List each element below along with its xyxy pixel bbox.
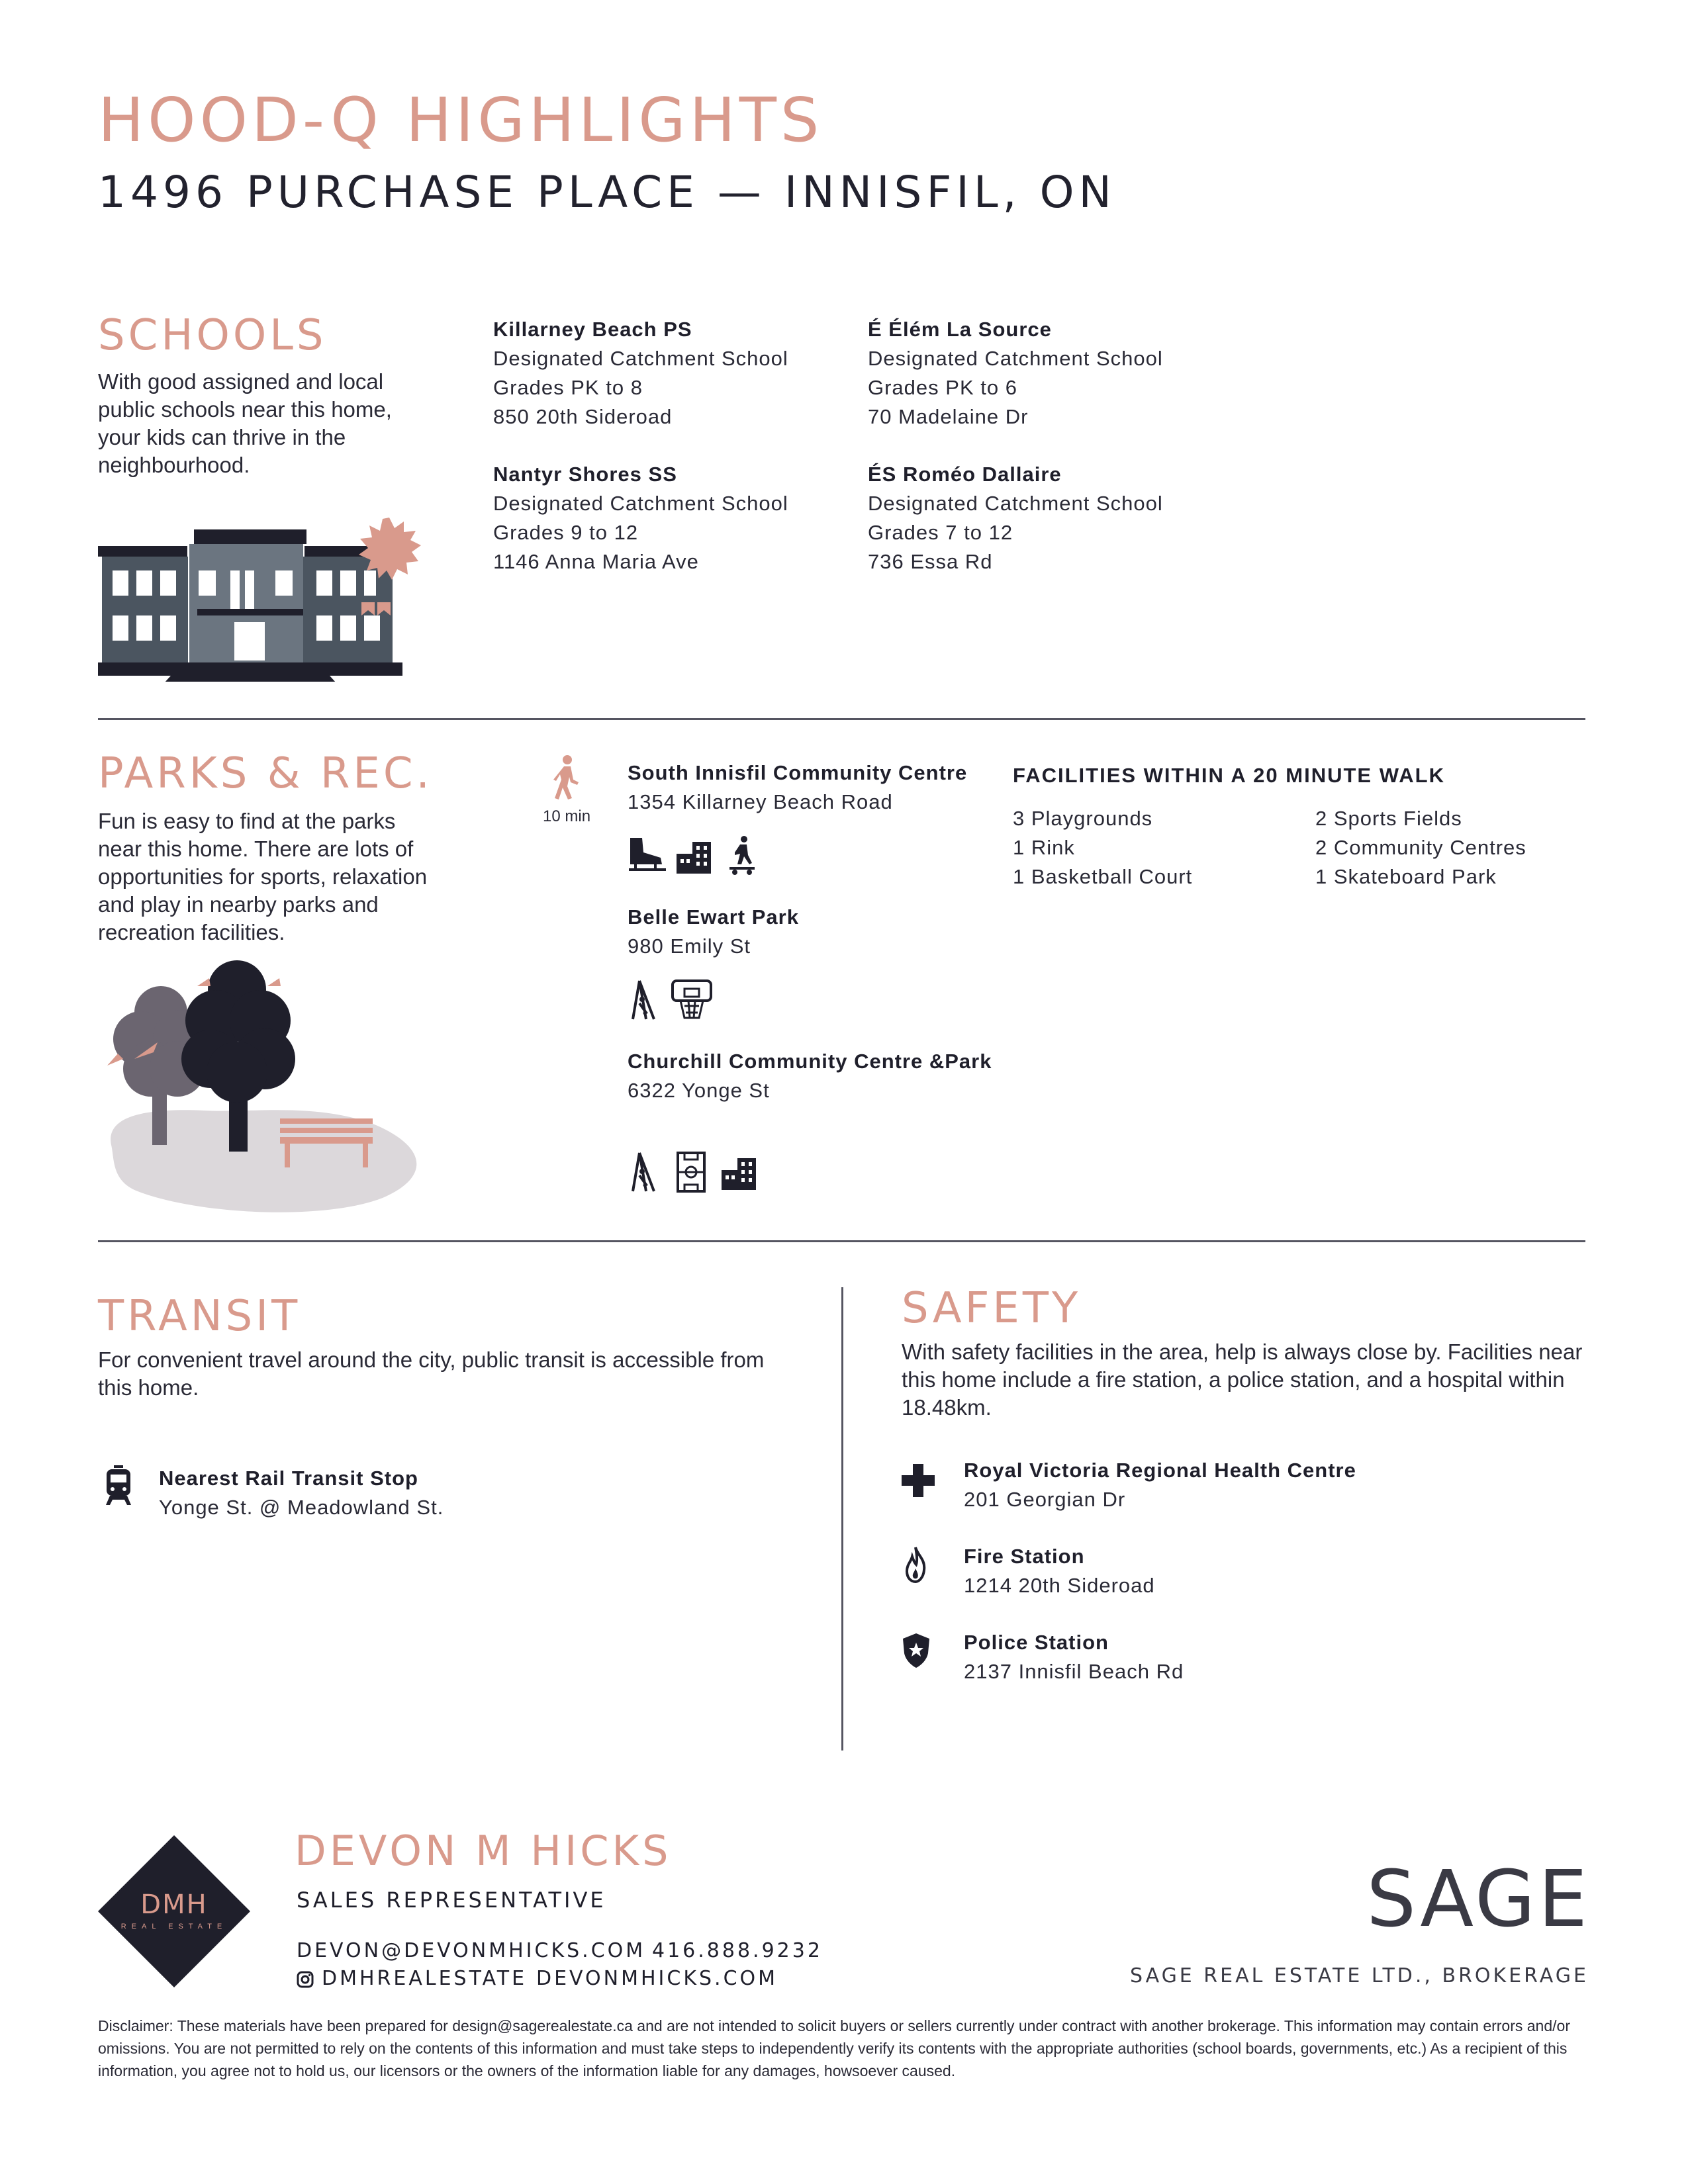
school-address: 736 Essa Rd (868, 550, 993, 573)
facility-item: 2 Community Centres (1315, 836, 1526, 859)
park-name: Belle Ewart Park (628, 905, 799, 929)
agent-role: SALES REPRESENTATIVE (297, 1888, 606, 1913)
hospital-cross-icon (902, 1464, 935, 1497)
school-item (868, 460, 1212, 576)
safety-name: Fire Station (964, 1545, 1085, 1568)
school-item (868, 315, 1212, 432)
school-type: Designated Catchment School (868, 492, 1163, 515)
safety-item (964, 1542, 1155, 1600)
school-address: 70 Madelaine Dr (868, 405, 1029, 428)
safety-name: Royal Victoria Regional Health Centre (964, 1459, 1356, 1482)
basketball-icon (670, 979, 714, 1021)
community-centre-icon (675, 839, 715, 875)
school-item (493, 460, 837, 576)
park-address: 1354 Killarney Beach Road (628, 790, 893, 813)
disclaimer: Disclaimer: These materials have been prepared for design@sagerealestate.ca and are not intended to solicit buyers or sellers currently under contract with another brokerage. This information may contain errors and/or omissions. You are not permitted to rely on the contents of this information and must take steps to independently verify its contents with the appropriate authorities (school boards, governments, etc.) As a recipient of this information, you agree not to hold us, our licensors or the owners of the information liable for any damages, howsoever caused. (98, 2017, 1570, 2079)
walk-time: 10 min (543, 807, 591, 825)
school-grades: Grades 9 to 12 (493, 521, 639, 544)
school-grades: Grades 7 to 12 (868, 521, 1013, 544)
section-divider (98, 718, 1585, 720)
agent-logo-subtext: REAL ESTATE (120, 1923, 228, 1931)
agent-logo-text: DMH (140, 1889, 208, 1920)
schools-description: With good assigned and local public schools near this home, your kids can thrive in the neighbourhood. (98, 369, 392, 477)
facility-item: 1 Rink (1013, 836, 1075, 859)
agent-email[interactable]: DEVON@DEVONMHICKS.COM (297, 1939, 646, 1962)
school-name: Killarney Beach PS (493, 318, 692, 341)
school-name: Nantyr Shores SS (493, 463, 677, 486)
school-grades: Grades PK to 8 (493, 376, 643, 399)
school-name: É Élém La Source (868, 318, 1052, 341)
school-building-icon (98, 510, 429, 682)
walking-person-icon (549, 754, 583, 801)
park-name: Churchill Community Centre &Park (628, 1050, 992, 1073)
park-trees-icon (98, 960, 429, 1218)
transit-title: TRANSIT (98, 1292, 301, 1341)
park-place (628, 1047, 998, 1105)
facilities-title: FACILITIES WITHIN A 20 MINUTE WALK (1013, 764, 1445, 787)
school-type: Designated Catchment School (493, 347, 788, 370)
page-address: 1496 PURCHASE PLACE — INNISFIL, ON (98, 167, 1116, 218)
agent-phone[interactable]: 416.888.9232 (652, 1939, 823, 1962)
safety-item (964, 1456, 1356, 1514)
schools-title: SCHOOLS (98, 311, 327, 360)
train-icon (105, 1465, 132, 1506)
park-address: 6322 Yonge St (628, 1079, 770, 1102)
parks-description: Fun is easy to find at the parks near this home. There are lots of opportunities for sports, relaxation and play in nearby parks and recreation facilities. (98, 809, 428, 944)
school-address: 1146 Anna Maria Ave (493, 550, 699, 573)
school-type: Designated Catchment School (493, 492, 788, 515)
playground-icon (628, 1152, 659, 1193)
safety-title: SAFETY (902, 1284, 1082, 1333)
transit-stop (159, 1464, 444, 1522)
instagram-icon (297, 1971, 314, 1988)
park-place (628, 903, 998, 961)
school-name: ÉS Roméo Dallaire (868, 463, 1062, 486)
safety-item (964, 1628, 1184, 1686)
brokerage-name: SAGE REAL ESTATE LTD., BROKERAGE (1129, 1964, 1589, 1987)
facility-item: 1 Basketball Court (1013, 865, 1193, 888)
transit-description: For convenient travel around the city, public transit is accessible from this home. (98, 1347, 765, 1400)
transit-stop-label: Nearest Rail Transit Stop (159, 1467, 418, 1490)
facilities-list (1315, 804, 1526, 891)
safety-name: Police Station (964, 1631, 1109, 1654)
parks-title: PARKS & REC. (98, 749, 433, 798)
facility-item: 3 Playgrounds (1013, 807, 1153, 830)
section-divider (98, 1240, 1585, 1242)
community-centre-icon (720, 1156, 760, 1191)
agent-instagram[interactable]: DMHREALESTATE (322, 1967, 528, 1990)
page-title: HOOD-Q HIGHLIGHTS (98, 85, 823, 156)
agent-logo (98, 1835, 250, 1987)
safety-address: 1214 20th Sideroad (964, 1574, 1155, 1597)
brokerage-logo: SAGE (1366, 1853, 1590, 1944)
facility-item: 2 Sports Fields (1315, 807, 1462, 830)
school-address: 850 20th Sideroad (493, 405, 673, 428)
police-badge-icon (903, 1633, 929, 1668)
safety-address: 201 Georgian Dr (964, 1488, 1126, 1511)
column-divider (841, 1287, 843, 1751)
sports-field-icon (675, 1152, 707, 1193)
flame-icon (904, 1546, 927, 1583)
transit-stop-name: Yonge St. @ Meadowland St. (159, 1496, 444, 1519)
park-name: South Innisfil Community Centre (628, 761, 968, 784)
park-place (628, 758, 998, 817)
facilities-list (1013, 804, 1192, 891)
safety-description: With safety facilities in the area, help is always close by. Facilities near this home include a fire station, a police station, and a hospital within 18.48km. (902, 1340, 1583, 1420)
playground-icon (628, 979, 659, 1021)
facility-item: 1 Skateboard Park (1315, 865, 1497, 888)
park-address: 980 Emily St (628, 934, 751, 958)
agent-website[interactable]: DEVONMHICKS.COM (536, 1967, 778, 1990)
school-type: Designated Catchment School (868, 347, 1163, 370)
skateboard-icon (727, 835, 757, 876)
school-grades: Grades PK to 6 (868, 376, 1017, 399)
school-item (493, 315, 837, 432)
agent-name: DEVON M HICKS (295, 1827, 672, 1875)
skate-icon (628, 835, 667, 875)
safety-address: 2137 Innisfil Beach Rd (964, 1660, 1184, 1683)
